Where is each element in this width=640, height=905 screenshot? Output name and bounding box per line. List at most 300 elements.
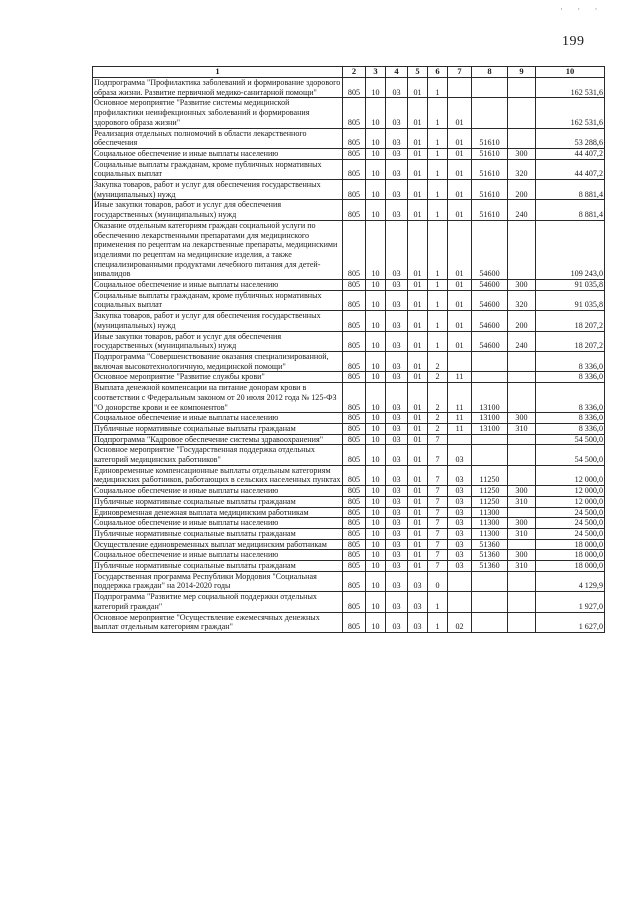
subsection-code-cell: 03	[386, 592, 408, 612]
subprogram-code-cell: 2	[428, 351, 448, 371]
row-name-cell: Публичные нормативные социальные выплаты гражданам	[93, 423, 343, 434]
row-name-cell: Публичные нормативные социальные выплаты гражданам	[93, 496, 343, 507]
section-code-cell: 10	[366, 445, 386, 465]
section-code-cell: 10	[366, 413, 386, 424]
expense-type-cell: 320	[508, 290, 536, 310]
expense-type-cell: 300	[508, 486, 536, 497]
subprogram-code-cell: 7	[428, 486, 448, 497]
subsection-code-cell: 03	[386, 128, 408, 148]
amount-cell: 12 000,0	[536, 465, 605, 485]
amount-cell: 18 207,2	[536, 311, 605, 331]
amount-cell: 18 207,2	[536, 331, 605, 351]
expense-type-cell: 240	[508, 200, 536, 220]
section-code-cell: 10	[366, 507, 386, 518]
measure-code-cell	[448, 571, 472, 591]
subsection-code-cell: 03	[386, 528, 408, 539]
amount-cell: 54 500,0	[536, 445, 605, 465]
section-code-cell: 10	[366, 148, 386, 159]
row-name-cell: Подпрограмма "Совершенствование оказания специализированной, включая высокотехнологичную, медицинской помощи"	[93, 351, 343, 371]
section-code-cell: 10	[366, 518, 386, 529]
expense-type-cell: 200	[508, 311, 536, 331]
ministry-code-cell: 805	[343, 372, 366, 383]
expense-type-cell	[508, 128, 536, 148]
measure-code-cell: 01	[448, 290, 472, 310]
amount-cell: 8 336,0	[536, 351, 605, 371]
table-row	[93, 220, 605, 279]
row-name-cell: Социальное обеспечение и иные выплаты населению	[93, 518, 343, 529]
direction-code-cell: 51610	[472, 200, 508, 220]
expense-type-cell	[508, 465, 536, 485]
row-name-cell: Подпрограмма "Развитие мер социальной поддержки отдельных категорий граждан"	[93, 592, 343, 612]
expense-type-cell: 200	[508, 180, 536, 200]
table-row	[93, 148, 605, 159]
direction-code-cell	[472, 612, 508, 632]
section-code-cell: 10	[366, 383, 386, 413]
amount-cell: 1 627,0	[536, 612, 605, 632]
subsection-code-cell: 03	[386, 290, 408, 310]
program-code-cell: 01	[408, 383, 428, 413]
row-name-cell: Единовременная денежная выплата медицинским работникам	[93, 507, 343, 518]
subsection-code-cell: 03	[386, 159, 408, 179]
direction-code-cell: 11300	[472, 518, 508, 529]
section-code-cell: 10	[366, 550, 386, 561]
section-code-cell: 10	[366, 98, 386, 128]
ministry-code-cell: 805	[343, 528, 366, 539]
subprogram-code-cell: 7	[428, 561, 448, 572]
subsection-code-cell: 03	[386, 465, 408, 485]
ministry-code-cell: 805	[343, 434, 366, 445]
row-name-cell: Социальное обеспечение и иные выплаты населению	[93, 148, 343, 159]
direction-code-cell	[472, 351, 508, 371]
column-header: 7	[448, 67, 472, 78]
section-code-cell: 10	[366, 528, 386, 539]
ministry-code-cell: 805	[343, 550, 366, 561]
measure-code-cell: 11	[448, 372, 472, 383]
direction-code-cell	[472, 434, 508, 445]
section-code-cell: 10	[366, 180, 386, 200]
table-row	[93, 331, 605, 351]
direction-code-cell: 54600	[472, 220, 508, 279]
ministry-code-cell: 805	[343, 331, 366, 351]
subprogram-code-cell: 1	[428, 200, 448, 220]
subprogram-code-cell: 7	[428, 539, 448, 550]
expense-type-cell	[508, 612, 536, 632]
amount-cell: 4 129,9	[536, 571, 605, 591]
subsection-code-cell: 03	[386, 372, 408, 383]
ministry-code-cell: 805	[343, 128, 366, 148]
table-row	[93, 539, 605, 550]
row-name-cell: Иные закупки товаров, работ и услуг для обеспечения государственных (муниципальных) нужд	[93, 200, 343, 220]
amount-cell: 8 336,0	[536, 423, 605, 434]
row-name-cell: Реализация отдельных полномочий в области лекарственного обеспечения	[93, 128, 343, 148]
amount-cell: 8 336,0	[536, 413, 605, 424]
subprogram-code-cell: 1	[428, 290, 448, 310]
table-row	[93, 496, 605, 507]
subsection-code-cell: 03	[386, 98, 408, 128]
program-code-cell: 01	[408, 280, 428, 291]
measure-code-cell: 03	[448, 528, 472, 539]
section-code-cell: 10	[366, 78, 386, 98]
direction-code-cell: 51610	[472, 180, 508, 200]
subprogram-code-cell: 7	[428, 550, 448, 561]
subprogram-code-cell: 1	[428, 78, 448, 98]
expense-type-cell: 310	[508, 528, 536, 539]
section-code-cell: 10	[366, 290, 386, 310]
table-row	[93, 180, 605, 200]
subprogram-code-cell: 7	[428, 507, 448, 518]
direction-code-cell: 11250	[472, 465, 508, 485]
row-name-cell: Закупка товаров, работ и услуг для обеспечения государственных (муниципальных) нужд	[93, 180, 343, 200]
expense-type-cell	[508, 220, 536, 279]
program-code-cell: 01	[408, 128, 428, 148]
subsection-code-cell: 03	[386, 571, 408, 591]
amount-cell: 24 500,0	[536, 518, 605, 529]
direction-code-cell: 54600	[472, 311, 508, 331]
subsection-code-cell: 03	[386, 539, 408, 550]
ministry-code-cell: 805	[343, 413, 366, 424]
table-row	[93, 159, 605, 179]
measure-code-cell: 11	[448, 423, 472, 434]
ministry-code-cell: 805	[343, 571, 366, 591]
table-row	[93, 465, 605, 485]
amount-cell: 91 035,8	[536, 290, 605, 310]
row-name-cell: Социальные выплаты гражданам, кроме публичных нормативных социальных выплат	[93, 290, 343, 310]
ministry-code-cell: 805	[343, 518, 366, 529]
program-code-cell: 01	[408, 220, 428, 279]
expense-type-cell: 240	[508, 331, 536, 351]
program-code-cell: 01	[408, 372, 428, 383]
table-row	[93, 383, 605, 413]
amount-cell: 44 407,2	[536, 148, 605, 159]
measure-code-cell: 01	[448, 98, 472, 128]
column-header: 10	[536, 67, 605, 78]
amount-cell: 18 000,0	[536, 539, 605, 550]
direction-code-cell	[472, 445, 508, 465]
direction-code-cell	[472, 372, 508, 383]
row-name-cell: Социальное обеспечение и иные выплаты населению	[93, 550, 343, 561]
program-code-cell: 01	[408, 311, 428, 331]
amount-cell: 8 336,0	[536, 383, 605, 413]
measure-code-cell: 11	[448, 383, 472, 413]
subprogram-code-cell: 1	[428, 220, 448, 279]
subprogram-code-cell: 2	[428, 423, 448, 434]
row-name-cell: Подпрограмма "Кадровое обеспечение системы здравоохранения"	[93, 434, 343, 445]
program-code-cell: 03	[408, 571, 428, 591]
measure-code-cell: 03	[448, 561, 472, 572]
direction-code-cell: 11300	[472, 528, 508, 539]
column-header: 1	[93, 67, 343, 78]
page-number: 199	[562, 34, 585, 49]
measure-code-cell: 11	[448, 413, 472, 424]
measure-code-cell: 03	[448, 550, 472, 561]
section-code-cell: 10	[366, 434, 386, 445]
section-code-cell: 10	[366, 331, 386, 351]
table-row	[93, 592, 605, 612]
subprogram-code-cell: 1	[428, 331, 448, 351]
section-code-cell: 10	[366, 311, 386, 331]
program-code-cell: 01	[408, 528, 428, 539]
program-code-cell: 01	[408, 159, 428, 179]
subsection-code-cell: 03	[386, 331, 408, 351]
subsection-code-cell: 03	[386, 423, 408, 434]
program-code-cell: 01	[408, 434, 428, 445]
program-code-cell: 01	[408, 200, 428, 220]
program-code-cell: 01	[408, 423, 428, 434]
direction-code-cell: 51610	[472, 159, 508, 179]
section-code-cell: 10	[366, 200, 386, 220]
direction-code-cell	[472, 98, 508, 128]
row-name-cell: Основное мероприятие "Государственная поддержка отдельных категорий медицинских работников"	[93, 445, 343, 465]
column-header: 6	[428, 67, 448, 78]
program-code-cell: 01	[408, 413, 428, 424]
table-row	[93, 423, 605, 434]
row-name-cell: Иные закупки товаров, работ и услуг для обеспечения государственных (муниципальных) нужд	[93, 331, 343, 351]
ministry-code-cell: 805	[343, 351, 366, 371]
program-code-cell: 01	[408, 518, 428, 529]
column-header: 9	[508, 67, 536, 78]
table-row	[93, 98, 605, 128]
subsection-code-cell: 03	[386, 148, 408, 159]
subsection-code-cell: 03	[386, 486, 408, 497]
row-name-cell: Публичные нормативные социальные выплаты гражданам	[93, 528, 343, 539]
measure-code-cell: 01	[448, 128, 472, 148]
direction-code-cell: 11250	[472, 496, 508, 507]
program-code-cell: 01	[408, 561, 428, 572]
program-code-cell: 01	[408, 445, 428, 465]
section-code-cell: 10	[366, 159, 386, 179]
subsection-code-cell: 03	[386, 280, 408, 291]
amount-cell: 162 531,6	[536, 78, 605, 98]
ministry-code-cell: 805	[343, 290, 366, 310]
subsection-code-cell: 03	[386, 351, 408, 371]
table-row	[93, 528, 605, 539]
table-row	[93, 571, 605, 591]
program-code-cell: 03	[408, 612, 428, 632]
program-code-cell: 01	[408, 486, 428, 497]
measure-code-cell	[448, 78, 472, 98]
direction-code-cell: 54600	[472, 280, 508, 291]
subsection-code-cell: 03	[386, 78, 408, 98]
direction-code-cell: 54600	[472, 331, 508, 351]
row-name-cell: Социальное обеспечение и иные выплаты населению	[93, 280, 343, 291]
subsection-code-cell: 03	[386, 507, 408, 518]
subsection-code-cell: 03	[386, 220, 408, 279]
direction-code-cell: 11250	[472, 486, 508, 497]
measure-code-cell: 03	[448, 518, 472, 529]
amount-cell: 12 000,0	[536, 496, 605, 507]
expense-type-cell	[508, 539, 536, 550]
subprogram-code-cell: 1	[428, 148, 448, 159]
ministry-code-cell: 805	[343, 423, 366, 434]
row-name-cell: Государственная программа Республики Мордовия "Социальная поддержка граждан" на 2014-2020 годы	[93, 571, 343, 591]
ministry-code-cell: 805	[343, 561, 366, 572]
section-code-cell: 10	[366, 612, 386, 632]
ministry-code-cell: 805	[343, 612, 366, 632]
expense-type-cell: 310	[508, 496, 536, 507]
ministry-code-cell: 805	[343, 78, 366, 98]
ministry-code-cell: 805	[343, 465, 366, 485]
table-row	[93, 351, 605, 371]
amount-cell: 44 407,2	[536, 159, 605, 179]
subsection-code-cell: 03	[386, 413, 408, 424]
expense-type-cell	[508, 98, 536, 128]
subsection-code-cell: 03	[386, 518, 408, 529]
program-code-cell: 01	[408, 550, 428, 561]
measure-code-cell: 02	[448, 612, 472, 632]
subprogram-code-cell: 0	[428, 571, 448, 591]
direction-code-cell: 13100	[472, 413, 508, 424]
measure-code-cell: 01	[448, 180, 472, 200]
table-row	[93, 612, 605, 632]
program-code-cell: 01	[408, 98, 428, 128]
direction-code-cell: 13100	[472, 423, 508, 434]
measure-code-cell: 01	[448, 220, 472, 279]
measure-code-cell: 01	[448, 331, 472, 351]
subprogram-code-cell: 1	[428, 612, 448, 632]
expense-type-cell: 310	[508, 423, 536, 434]
expense-type-cell	[508, 351, 536, 371]
measure-code-cell: 03	[448, 445, 472, 465]
expense-type-cell	[508, 592, 536, 612]
row-name-cell: Социальное обеспечение и иные выплаты населению	[93, 486, 343, 497]
subsection-code-cell: 03	[386, 612, 408, 632]
ministry-code-cell: 805	[343, 486, 366, 497]
row-name-cell: Социальные выплаты гражданам, кроме публичных нормативных социальных выплат	[93, 159, 343, 179]
scan-speckles: · · ·	[560, 4, 604, 14]
table-row	[93, 78, 605, 98]
ministry-code-cell: 805	[343, 280, 366, 291]
program-code-cell: 01	[408, 496, 428, 507]
expense-type-cell: 310	[508, 561, 536, 572]
amount-cell: 1 927,0	[536, 592, 605, 612]
expense-type-cell	[508, 507, 536, 518]
budget-table	[92, 66, 605, 633]
direction-code-cell: 51360	[472, 550, 508, 561]
section-code-cell: 10	[366, 592, 386, 612]
ministry-code-cell: 805	[343, 159, 366, 179]
row-name-cell: Основное мероприятие "Развитие службы крови"	[93, 372, 343, 383]
program-code-cell: 01	[408, 539, 428, 550]
expense-type-cell	[508, 445, 536, 465]
table-row	[93, 290, 605, 310]
expense-type-cell	[508, 434, 536, 445]
row-name-cell: Оказание отдельным категориям граждан социальной услуги по обеспечению лекарственными препаратами для медицинского применения по рецептам на лекарственные препараты, медицинскими изделиями по рецептам на медицинские изделия, а также специализированными продуктами лечебного питания для детей-инвалидов	[93, 220, 343, 279]
section-code-cell: 10	[366, 351, 386, 371]
subprogram-code-cell: 1	[428, 311, 448, 331]
amount-cell: 8 336,0	[536, 372, 605, 383]
section-code-cell: 10	[366, 496, 386, 507]
table-row	[93, 372, 605, 383]
ministry-code-cell: 805	[343, 148, 366, 159]
ministry-code-cell: 805	[343, 507, 366, 518]
row-name-cell: Основное мероприятие "Осуществление ежемесячных денежных выплат отдельным категориям граждан"	[93, 612, 343, 632]
direction-code-cell	[472, 592, 508, 612]
ministry-code-cell: 805	[343, 496, 366, 507]
section-code-cell: 10	[366, 539, 386, 550]
subsection-code-cell: 03	[386, 561, 408, 572]
section-code-cell: 10	[366, 220, 386, 279]
direction-code-cell: 51360	[472, 539, 508, 550]
subprogram-code-cell: 1	[428, 98, 448, 128]
ministry-code-cell: 805	[343, 180, 366, 200]
expense-type-cell	[508, 383, 536, 413]
measure-code-cell: 03	[448, 496, 472, 507]
subprogram-code-cell: 1	[428, 128, 448, 148]
section-code-cell: 10	[366, 372, 386, 383]
subsection-code-cell: 03	[386, 434, 408, 445]
expense-type-cell	[508, 78, 536, 98]
subprogram-code-cell: 7	[428, 465, 448, 485]
table-body	[93, 78, 605, 633]
ministry-code-cell: 805	[343, 445, 366, 465]
direction-code-cell: 51610	[472, 128, 508, 148]
subsection-code-cell: 03	[386, 383, 408, 413]
measure-code-cell	[448, 351, 472, 371]
measure-code-cell: 01	[448, 159, 472, 179]
measure-code-cell	[448, 592, 472, 612]
program-code-cell: 01	[408, 148, 428, 159]
direction-code-cell: 51610	[472, 148, 508, 159]
subprogram-code-cell: 1	[428, 592, 448, 612]
subprogram-code-cell: 7	[428, 518, 448, 529]
subsection-code-cell: 03	[386, 180, 408, 200]
column-header: 2	[343, 67, 366, 78]
expense-type-cell	[508, 372, 536, 383]
subsection-code-cell: 03	[386, 311, 408, 331]
subprogram-code-cell: 7	[428, 528, 448, 539]
table-row	[93, 200, 605, 220]
expense-type-cell: 300	[508, 550, 536, 561]
program-code-cell: 01	[408, 290, 428, 310]
table-row	[93, 280, 605, 291]
table-row	[93, 445, 605, 465]
direction-code-cell: 54600	[472, 290, 508, 310]
expense-type-cell: 300	[508, 518, 536, 529]
ministry-code-cell: 805	[343, 592, 366, 612]
ministry-code-cell: 805	[343, 539, 366, 550]
amount-cell: 8 881,4	[536, 180, 605, 200]
direction-code-cell	[472, 571, 508, 591]
section-code-cell: 10	[366, 465, 386, 485]
column-header: 3	[366, 67, 386, 78]
section-code-cell: 10	[366, 128, 386, 148]
amount-cell: 91 035,8	[536, 280, 605, 291]
program-code-cell: 01	[408, 507, 428, 518]
subprogram-code-cell: 1	[428, 159, 448, 179]
row-name-cell: Выплата денежной компенсации на питание донорам крови в соответствии с Федеральным законом от 20 июля 2012 года № 125-ФЗ "О донорстве крови и ее компонентов"	[93, 383, 343, 413]
subprogram-code-cell: 2	[428, 383, 448, 413]
amount-cell: 8 881,4	[536, 200, 605, 220]
ministry-code-cell: 805	[343, 98, 366, 128]
direction-code-cell: 11300	[472, 507, 508, 518]
program-code-cell: 01	[408, 351, 428, 371]
measure-code-cell: 01	[448, 200, 472, 220]
amount-cell: 24 500,0	[536, 507, 605, 518]
amount-cell: 162 531,6	[536, 98, 605, 128]
subsection-code-cell: 03	[386, 496, 408, 507]
row-name-cell: Единовременные компенсационные выплаты отдельным категориям медицинских работников, работающих в сельских населенных пунктах	[94, 465, 341, 485]
direction-code-cell: 13100	[472, 383, 508, 413]
subprogram-code-cell: 7	[428, 434, 448, 445]
ministry-code-cell: 805	[343, 383, 366, 413]
table-row	[93, 434, 605, 445]
table-row	[93, 550, 605, 561]
expense-type-cell: 300	[508, 148, 536, 159]
program-code-cell: 01	[408, 78, 428, 98]
table-row	[93, 128, 605, 148]
direction-code-cell	[472, 78, 508, 98]
amount-cell: 54 500,0	[536, 434, 605, 445]
